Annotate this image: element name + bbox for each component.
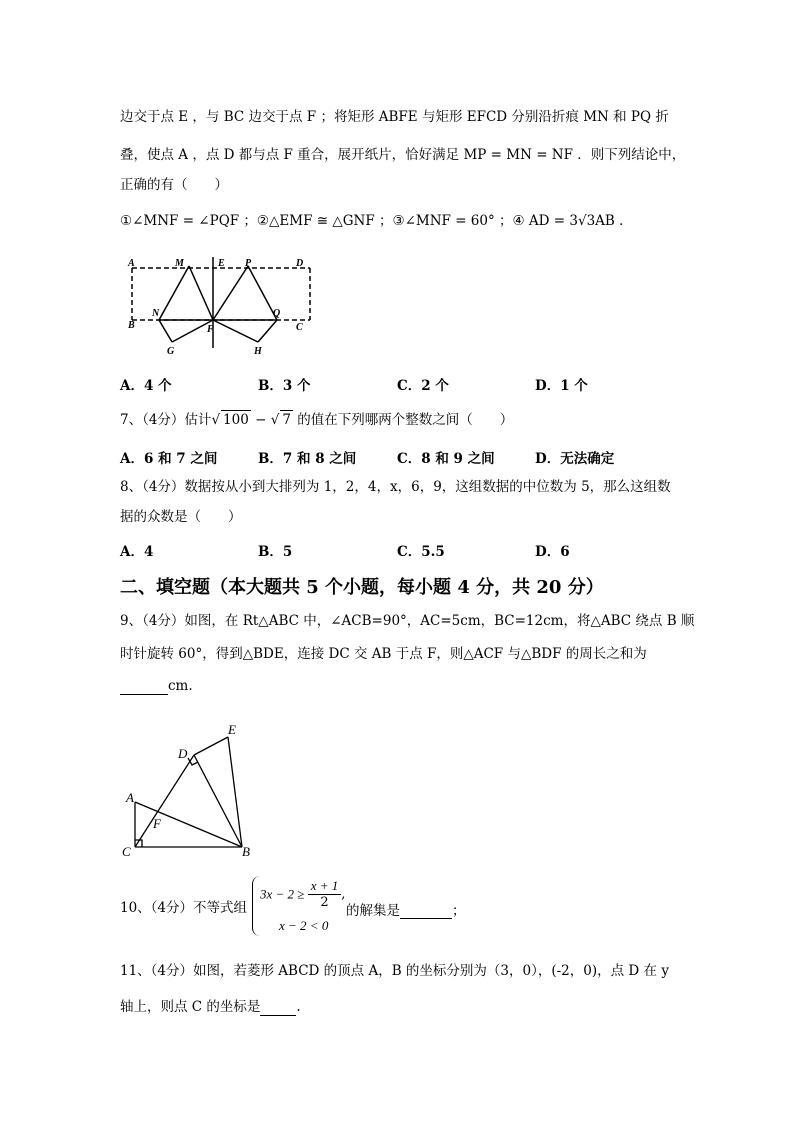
q6-text-line2: 叠，使点 A ，点 D 都与点 F 重合，展开纸片，恰好满足 MP = MN = NF ．则下列结论中，: [120, 147, 686, 163]
q6-label-Q: Q: [273, 308, 281, 319]
q7-minus: −: [250, 412, 271, 428]
q6-figure: [120, 252, 320, 364]
q6-label-G: G: [167, 346, 175, 357]
q7-option-c: C．8 和 9 之间: [397, 451, 495, 467]
q6-option-a: A．4 个: [120, 378, 172, 394]
q6-label-M: M: [175, 258, 184, 269]
q7-option-a: A．6 和 7 之间: [120, 451, 218, 467]
q9-answer-blank[interactable]: [120, 680, 168, 695]
q11-text-line1: 11、（4分）如图，若菱形 ABCD 的顶点 A，B 的坐标分别为（3，0），(-2，0)，点 D 在 y: [120, 963, 669, 979]
q6-label-E: E: [218, 258, 225, 269]
q6-statements: ①∠MNF = ∠PQF ；②△EMF ≅ △GNF ；③∠MNF = 60° ；④ AD = 3√3AB ．: [120, 213, 633, 229]
q8-option-c: C．5.5: [397, 544, 445, 560]
q6-text-line1: 边交于点 E ，与 BC 边交于点 F ；将矩形 ABFE 与矩形 EFCD 分别沿折痕 MN 和 PQ 折: [120, 109, 669, 125]
q6-option-d: D．1 个: [535, 378, 588, 394]
q10-suffix: 的解集是 ；: [346, 903, 466, 919]
q9-label-E: E: [228, 722, 236, 737]
q9-label-D: D: [178, 746, 188, 761]
q9-unit: cm.: [168, 678, 193, 694]
q7-option-b: B．7 和 8 之间: [258, 451, 357, 467]
q6-label-N: N: [152, 308, 160, 319]
q8-option-d: D．6: [535, 544, 570, 560]
q6-label-F: F: [207, 324, 214, 335]
q7-prefix: 7、（4分）估计: [120, 412, 212, 428]
section-2-heading: 二、填空题（本大题共 5 个小题，每小题 4 分，共 20 分）: [120, 577, 604, 598]
q6-text-line3: 正确的有（ ）: [120, 177, 228, 193]
q7-text: [120, 410, 513, 429]
q6-label-P: P: [245, 258, 252, 269]
q6-option-c: C．2 个: [397, 378, 449, 394]
q6-label-A: A: [128, 258, 135, 269]
q9-text-line3: [120, 677, 193, 695]
q6-label-C: C: [296, 322, 303, 333]
q8-option-a: A．4: [120, 544, 154, 560]
q9-text-line1: 9、（4分）如图，在 Rt△ABC 中，∠ACB=90°，AC=5cm，BC=12cm，将△ABC 绕点 B 顺: [120, 613, 695, 629]
q7-suffix: 的值在下列哪两个整数之间（ ）: [292, 412, 514, 428]
q9-figure: [118, 720, 258, 860]
q10-answer-blank[interactable]: [400, 904, 452, 919]
q8-text-line2: 据的众数是（ ）: [120, 509, 242, 525]
q9-text-line2: 时针旋转 60°，得到△BDE，连接 DC 交 AB 于点 F，则△ACF 与△BDF 的周长之和为: [120, 646, 647, 662]
q10-prefix: 10、（4分）不等式组: [120, 900, 248, 916]
q7-sqrt-100: √ 100: [211, 412, 249, 428]
q6-label-D: D: [296, 258, 304, 269]
q11-text-line2: 轴上，则点 C 的坐标是 .: [120, 999, 301, 1015]
q6-label-B: B: [128, 320, 135, 331]
q8-text-line1: 8、（4分）数据按从小到大排列为 1，2，4，x，6，9，这组数据的中位数为 5，那么这组数: [120, 479, 671, 495]
q7-option-d: D．无法确定: [535, 451, 615, 467]
q7-sqrt-7: √ 7: [270, 412, 291, 428]
q9-label-C: C: [122, 844, 131, 859]
q9-label-A: A: [126, 790, 134, 805]
q10-inequality-2: x − 2 < 0: [279, 918, 329, 933]
q8-option-b: B．5: [258, 544, 293, 560]
q11-answer-blank[interactable]: [260, 1001, 296, 1016]
q10-inequality-1: 3x − 2 ≥ $\frac{x + 1}{2}$ ,: [260, 878, 346, 910]
q6-option-b: B．3 个: [258, 378, 311, 394]
q6-label-H: H: [254, 346, 262, 357]
q9-label-F: F: [153, 816, 161, 831]
q9-label-B: B: [242, 844, 250, 859]
